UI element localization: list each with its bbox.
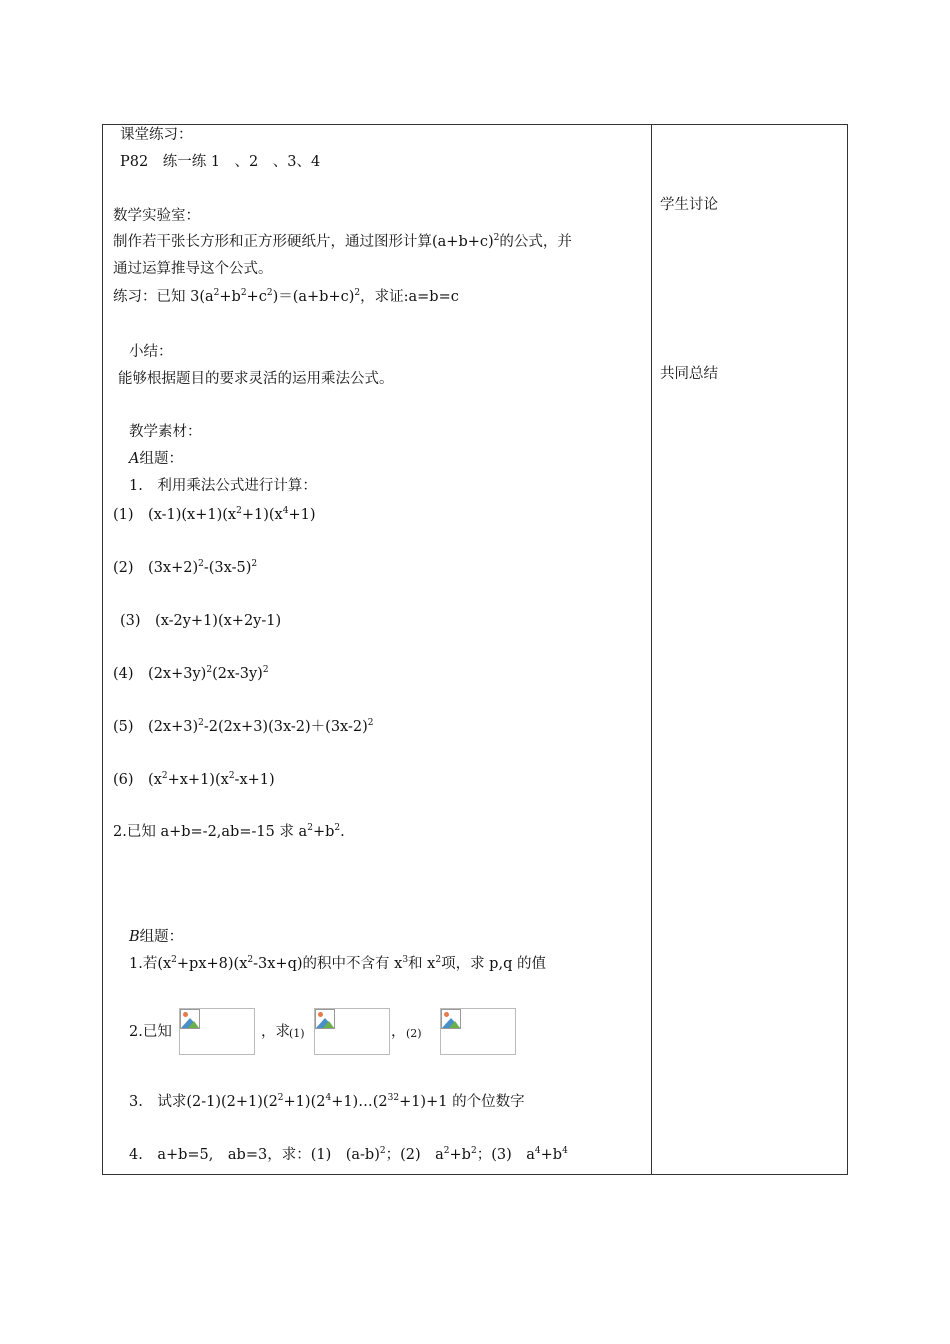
lesson-table <box>102 124 848 1175</box>
question-1-3: (3) (x-2y+1)(x+2y-1) <box>120 613 282 629</box>
b-question-2-mid: ，求 <box>261 1024 290 1040</box>
joint-summary-note: 共同总结 <box>660 366 718 382</box>
question-1-2: (2) $(3x+2)^2-(3x-5)^2$ <box>113 559 258 576</box>
lab-line-1: 制作若干张长方形和正方形硬纸片，通过图形计算$(a+b+c)^2$的公式，并 <box>113 233 572 250</box>
question-1-1: (1) $(x-1)(x+1)(x^2+1)(x^4+1)$ <box>113 506 316 523</box>
formula-image-placeholder <box>179 1008 255 1055</box>
question-2: 2.已知 a+b=-2,ab=-15 求 $a^2+b^2$. <box>113 823 345 840</box>
column-divider <box>651 125 652 1174</box>
practice-line: 练习：已知 $3(a^2+b^2+c^2)=(a+b+c)^2$，求证:a=b=c <box>113 288 459 305</box>
summary-heading: 小结： <box>129 344 173 360</box>
b-question-2-part1: (1) <box>289 1027 305 1040</box>
b-question-2-prefix: 2.已知 <box>129 1024 172 1040</box>
lab-line-2: 通过运算推导这个公式。 <box>113 261 273 277</box>
group-b-heading: B组题： <box>129 929 184 945</box>
broken-image-icon <box>441 1009 461 1029</box>
classroom-practice-heading: 课堂练习： <box>120 127 193 143</box>
group-a-heading: A组题： <box>129 451 183 467</box>
summary-text: 能够根据题目的要求灵活的运用乘法公式。 <box>118 371 394 387</box>
formula-image-placeholder <box>314 1008 390 1055</box>
question-1-title: 1. 利用乘法公式进行计算： <box>129 478 317 494</box>
classroom-practice-line: P82 练一练 1 、2 、3、4 <box>120 154 321 170</box>
question-1-4: (4) $(2x+3y)^2(2x-3y)^2$ <box>113 665 269 682</box>
b-question-1: 1.若$(x^2+px+8)(x^2-3x+q)$的积中不含有 $x^3$和 $x^2$项，求 p,q 的值 <box>129 955 546 972</box>
b-question-2-part2: (2) <box>406 1027 422 1040</box>
lab-heading: 数学实验室： <box>113 208 200 224</box>
b-question-3: 3. 试求$(2-1)(2+1)(2^2+1)(2^4+1)\dots(2^{32}+1)+1$ 的个位数字 <box>129 1093 525 1110</box>
b-question-2-sep: ， <box>391 1024 406 1040</box>
material-heading: 教学素材： <box>129 424 202 440</box>
question-1-6: (6) $(x^2+x+1)(x^2-x+1)$ <box>113 771 275 788</box>
b-question-4: 4. a+b=5, ab=3，求：(1) $(a-b)^2$；(2) $a^2+b^2$；(3) $a^4+b^4$ <box>129 1146 568 1163</box>
broken-image-icon <box>315 1009 335 1029</box>
student-discussion-note: 学生讨论 <box>660 197 718 213</box>
question-1-5: (5) $(2x+3)^2-2(2x+3)(3x-2)+(3x-2)^2$ <box>113 718 374 735</box>
broken-image-icon <box>180 1009 200 1029</box>
formula-image-placeholder <box>440 1008 516 1055</box>
